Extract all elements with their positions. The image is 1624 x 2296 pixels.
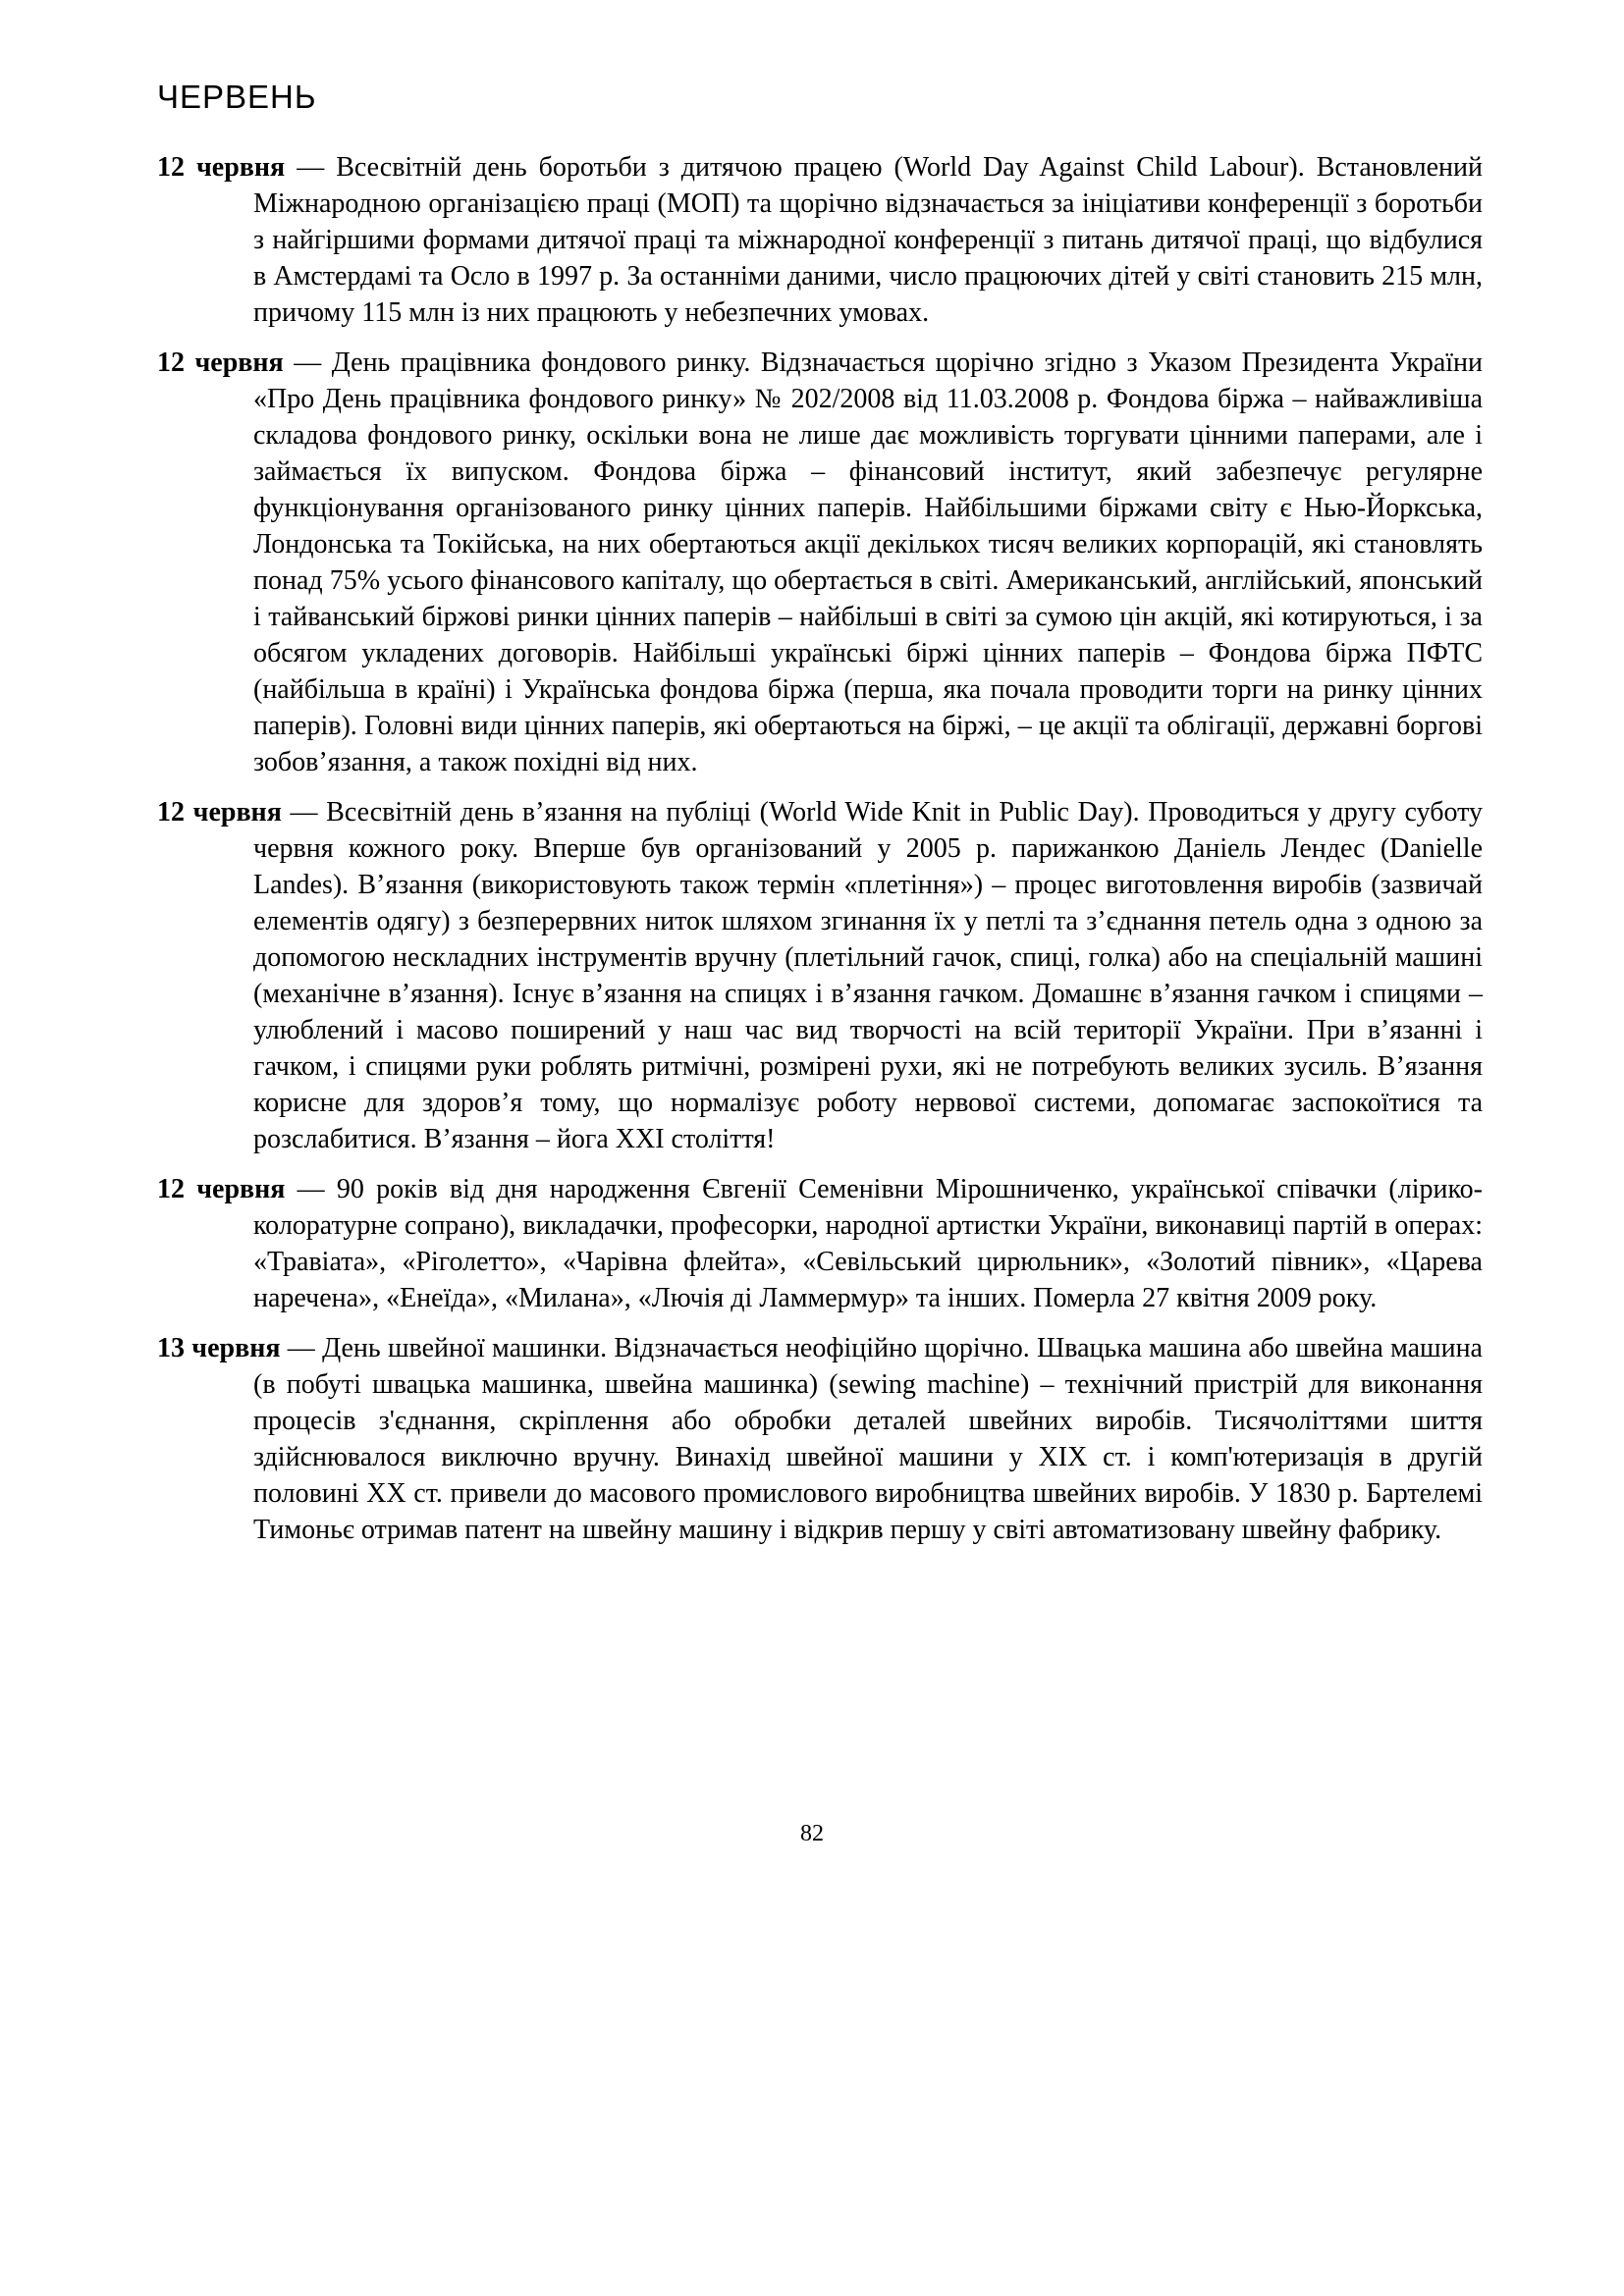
entry-date: 12 червня xyxy=(157,797,282,828)
entry-text: — Всесвітній день боротьби з дитячою працею (World Day Against Child Labour). Встановлений Міжнародною організацією праці (МОП) та щорічно відзначається за ініціативи конференції з боротьби з найгіршими формами дитячої праці та міжнародної конференції з питань дитячої праці, що відбулися в Амстердамі та Осло в 1997 р. За останніми даними, число працюючих дітей у світі становить 215 млн, причому 115 млн із них працюють у небезпечних умовах. xyxy=(253,152,1483,328)
calendar-entry xyxy=(157,1330,1483,1548)
entry-text: — День працівника фондового ринку. Відзначається щорічно згідно з Указом Президента України «Про День працівника фондового ринку» № 202/2008 від 11.03.2008 р. Фондова біржа – найважливіша складова фондового ринку, оскільки вона не лише дає можливість торгувати цінними паперами, але і займається їх випуском. Фондова біржа – фінансовий інститут, який забезпечує регулярне функціонування організованого ринку цінних паперів. Найбільшими біржами світу є Нью-Йоркська, Лондонська та Токійська, на них обертаються акції декількох тисяч великих корпорацій, які становлять понад 75% усього фінансового капіталу, що обертається в світі. Американський, англійський, японський і тайванський біржові ринки цінних паперів – найбільші в світі за сумою цін акцій, які котируються, і за обсягом укладених договорів. Найбільші українські біржі цінних паперів – Фондова біржа ПФТС (найбільша в країні) і Українська фондова біржа (перша, яка почала проводити торги на ринку цінних паперів). Головні види цінних паперів, які обертаються на біржі, – це акції та облігації, державні боргові зобов’язання, а також похідні від них. xyxy=(253,347,1483,777)
entries-list xyxy=(157,149,1483,1562)
entry-text: — День швейної машинки. Відзначається неофіційно щорічно. Швацька машина або швейна машина (в побуті швацька машинка, швейна машинка) (sewing machine) – технічний пристрій для виконання процесів з'єднання, скріплення або обробки деталей швейних виробів. Тисячоліттями шиття здійснювалося виключно вручну. Винахід швейної машини у XIX ст. і комп'ютеризація в другій половині XX ст. привели до масового промислового виробництва швейних виробів. У 1830 р. Бартелемі Тимоньє отримав патент на швейну машину і відкрив першу у світі автоматизовану швейну фабрику. xyxy=(253,1333,1483,1545)
entry-date: 12 червня xyxy=(157,152,286,183)
entry-text: — Всесвітній день в’язання на публіці (World Wide Knit in Public Day). Проводиться у другу суботу червня кожного року. Вперше був організований у 2005 р. парижанкою Даніель Лендес (Danielle Landes). В’язання (використовують також термін «плетіння») – процес виготовлення виробів (зазвичай елементів одягу) з безперервних ниток шляхом згинання їх у петлі та з’єднання петель одна з одною за допомогою нескладних інструментів вручну (плетільний гачок, спиці, голка) або на спеціальній машині (механічне в’язання). Існує в’язання на спицях і в’язання гачком. Домашнє в’язання гачком і спицями – улюблений і масово поширений у наш час вид творчості на всій території України. При в’язанні і гачком, і спицями руки роблять ритмічні, розмірені рухи, які не потребують великих зусиль. В’язання корисне для здоров’я тому, що нормалізує роботу нервової системи, допомагає заспокоїтися та розслабитися. В’язання – йога ХХІ століття! xyxy=(253,797,1483,1154)
entry-date: 12 червня xyxy=(157,347,284,378)
entry-date: 13 червня xyxy=(157,1333,281,1363)
entry-date: 12 червня xyxy=(157,1174,286,1204)
calendar-entry xyxy=(157,1171,1483,1316)
page-number: 82 xyxy=(800,1821,824,1846)
page-heading: ЧЕРВЕНЬ xyxy=(157,79,317,115)
calendar-entry xyxy=(157,794,1483,1157)
entry-text: — 90 років від дня народження Євгенії Семенівни Мірошниченко, української співачки (лірико-колоратурне сопрано), викладачки, професорки, народної артистки України, виконавиці партій в операх: «Травіата», «Ріголетто», «Чарівна флейта», «Севільський цирюльник», «Золотий півник», «Царева наречена», «Енеїда», «Милана», «Лючія ді Ламмермур» та інших. Померла 27 квітня 2009 року. xyxy=(253,1174,1483,1313)
calendar-entry xyxy=(157,345,1483,780)
calendar-entry xyxy=(157,149,1483,331)
